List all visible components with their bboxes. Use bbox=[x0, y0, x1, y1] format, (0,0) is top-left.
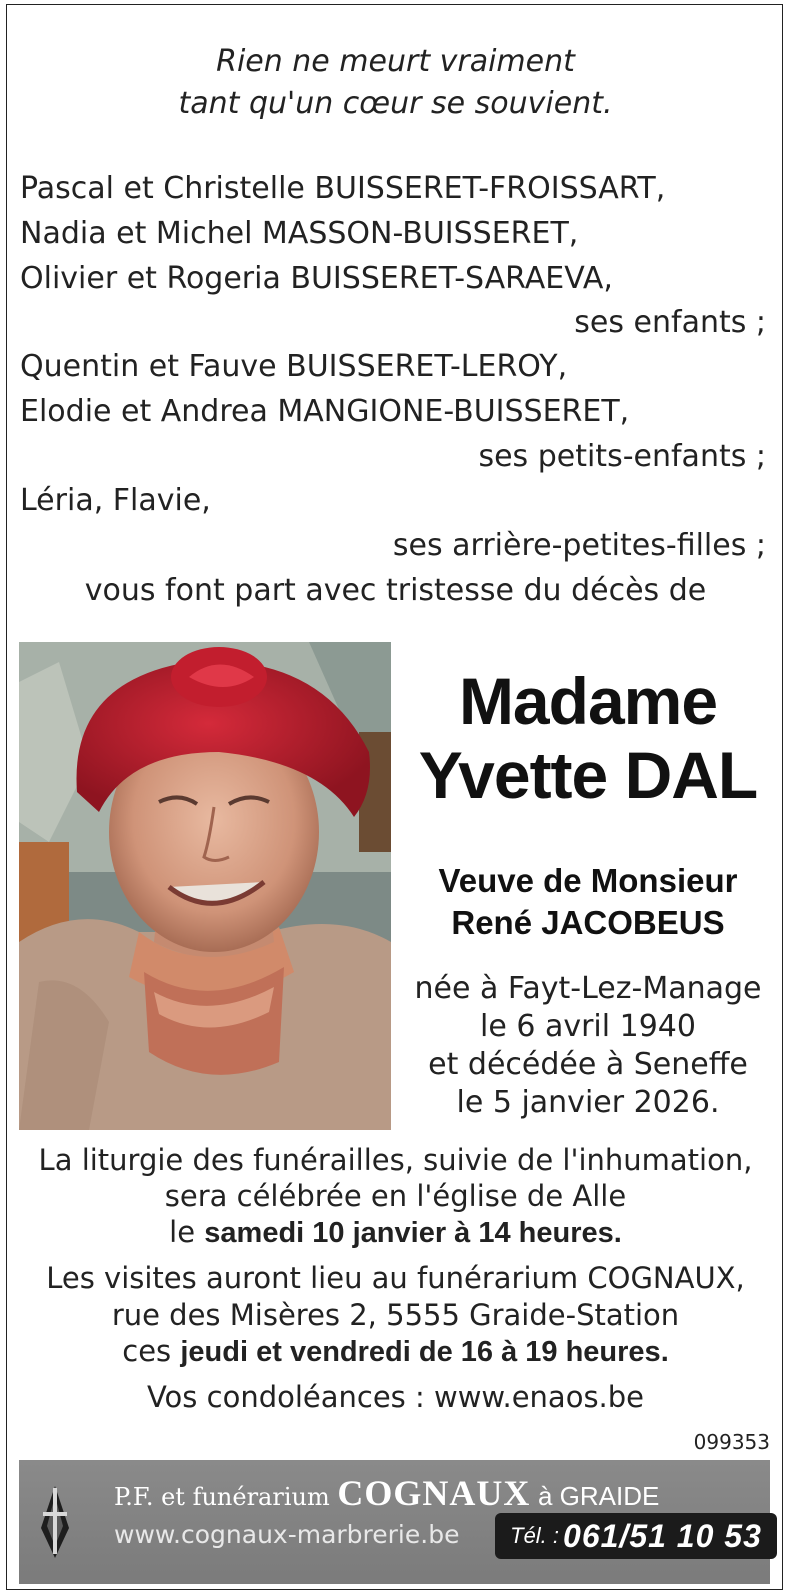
visits-time: jeudi et vendredi de 16 à 19 heures. bbox=[180, 1336, 669, 1368]
child-name: Nadia et Michel MASSON-BUISSERET, bbox=[20, 216, 579, 251]
visits-line-1: Les visites auront lieu au funérarium COGNAUX, bbox=[46, 1261, 745, 1295]
condolences-text: Vos condoléances : www.enaos.be bbox=[146, 1380, 645, 1414]
child-name: Pascal et Christelle BUISSERET-FROISSART, bbox=[20, 171, 666, 206]
funeral-home-prefix: P.F. et funérarium bbox=[114, 1483, 330, 1511]
funeral-home-banner bbox=[19, 1460, 770, 1584]
announcement-text: vous font part avec tristesse du décès de bbox=[84, 573, 707, 608]
grandchild-name: Elodie et Andrea MANGIONE-BUISSERET, bbox=[20, 394, 630, 429]
phone-number: 061/51 10 53 bbox=[563, 1517, 762, 1554]
child-name: Olivier et Rogeria BUISSERET-SARAEVA, bbox=[20, 261, 613, 296]
reference-number: 099353 bbox=[693, 1430, 770, 1454]
death-place: et décédée à Seneffe bbox=[428, 1047, 748, 1082]
funeral-date-prefix: le bbox=[169, 1215, 205, 1249]
deceased-name: Yvette DAL bbox=[418, 738, 758, 812]
deceased-title: Madame bbox=[458, 664, 718, 738]
children-relation: ses enfants ; bbox=[574, 305, 766, 340]
cross-flame-logo-icon bbox=[35, 1482, 75, 1562]
death-date: le 5 janvier 2026. bbox=[456, 1085, 720, 1120]
funeral-home-brand: COGNAUX bbox=[337, 1473, 531, 1513]
great-grandchildren-relation: ses arrière-petites-filles ; bbox=[392, 528, 766, 563]
visits-line-3 bbox=[7, 1332, 784, 1371]
phone-label: Tél. : bbox=[510, 1523, 560, 1548]
funeral-home-website[interactable]: www.cognaux-marbrerie.be bbox=[114, 1520, 460, 1549]
obituary-notice bbox=[6, 4, 783, 1590]
funeral-line-3 bbox=[7, 1213, 784, 1252]
quote-line-1: Rien ne meurt vraiment bbox=[216, 44, 575, 79]
funeral-home-title bbox=[114, 1472, 659, 1514]
funeral-date: samedi 10 janvier à 14 heures. bbox=[204, 1217, 622, 1249]
funeral-line-1: La liturgie des funérailles, suivie de l'inhumation, bbox=[38, 1143, 753, 1177]
great-grandchild-names: Léria, Flavie, bbox=[20, 483, 211, 518]
widow-line-1: Veuve de Monsieur bbox=[438, 862, 738, 899]
funeral-home-city: à GRAIDE bbox=[538, 1481, 660, 1511]
birth-date: le 6 avril 1940 bbox=[480, 1009, 696, 1044]
portrait-photo bbox=[19, 642, 391, 1130]
funeral-line-2: sera célébrée en l'église de Alle bbox=[164, 1179, 627, 1213]
widow-line-2: René JACOBEUS bbox=[451, 904, 725, 941]
quote-line-2: tant qu'un cœur se souvient. bbox=[178, 86, 613, 121]
visits-time-prefix: ces bbox=[122, 1334, 181, 1368]
grandchild-name: Quentin et Fauve BUISSERET-LEROY, bbox=[20, 349, 568, 384]
visits-line-2: rue des Misères 2, 5555 Graide-Station bbox=[111, 1298, 680, 1332]
phone-badge[interactable] bbox=[495, 1513, 777, 1559]
birth-place: née à Fayt-Lez-Manage bbox=[414, 971, 762, 1006]
grandchildren-relation: ses petits-enfants ; bbox=[478, 439, 766, 474]
